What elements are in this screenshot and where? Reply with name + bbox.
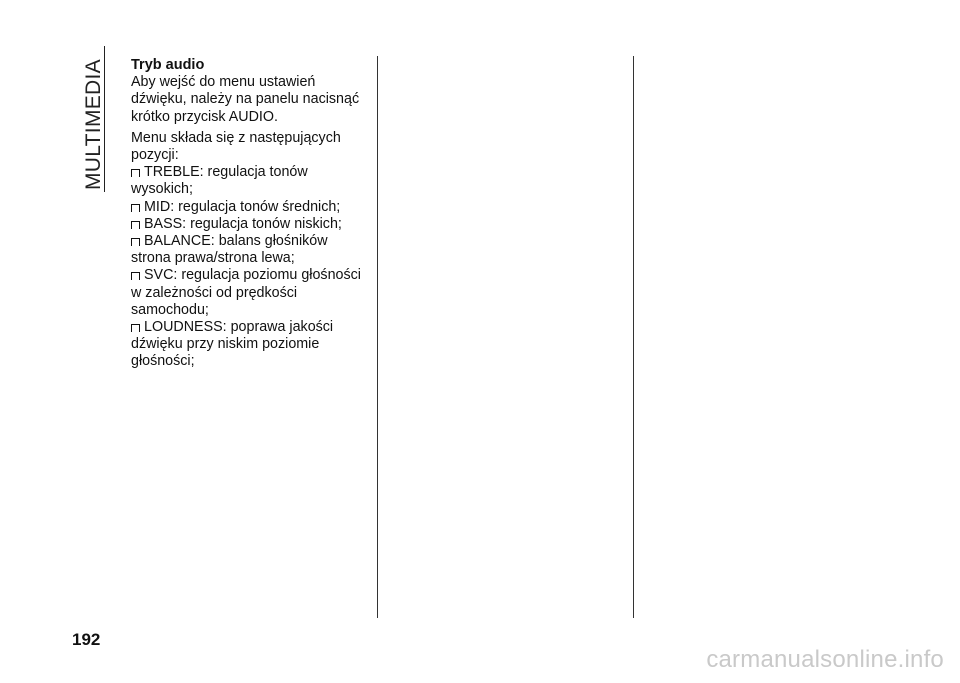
section-tab-label: MULTIMEDIA	[82, 59, 105, 190]
column-divider-left	[377, 56, 378, 618]
list-item	[131, 319, 369, 371]
list-item-text: SVC: regulacja poziomu głośności w zależności od prędkości samochodu;	[131, 267, 361, 318]
bullet-icon	[131, 238, 140, 246]
section-title: Tryb audio	[131, 57, 205, 73]
section-tab	[78, 46, 108, 192]
list-item-text: TREBLE: regulacja tonów wysokich;	[131, 164, 308, 198]
list-item-text: LOUDNESS: poprawa jakości dźwięku przy niskim poziomie głośności;	[131, 319, 334, 370]
list-item-text: BALANCE: balans głośników strona prawa/strona lewa;	[131, 233, 328, 267]
bullet-icon	[131, 204, 140, 212]
column-divider-right	[633, 56, 634, 618]
list-item-text: BASS: regulacja tonów niskich;	[144, 215, 342, 232]
list-item	[131, 216, 369, 233]
list-item	[131, 233, 369, 267]
list-item	[131, 199, 369, 216]
bullet-icon	[131, 221, 140, 229]
paragraph-intro: Aby wejść do menu ustawień dźwięku, należy na panelu nacisnąć krótko przycisk AUDIO.	[131, 74, 360, 125]
page-number: 192	[72, 630, 101, 649]
list-item	[131, 164, 369, 198]
text-column	[131, 57, 369, 371]
bullet-icon	[131, 272, 140, 280]
watermark: carmanualsonline.info	[706, 646, 944, 673]
paragraph-menu: Menu składa się z następujących pozycji:	[131, 129, 341, 164]
bullet-icon	[131, 324, 140, 332]
list-item-text: MID: regulacja tonów średnich;	[144, 198, 341, 215]
menu-items-list	[131, 164, 369, 370]
bullet-icon	[131, 169, 140, 177]
list-item	[131, 267, 369, 319]
